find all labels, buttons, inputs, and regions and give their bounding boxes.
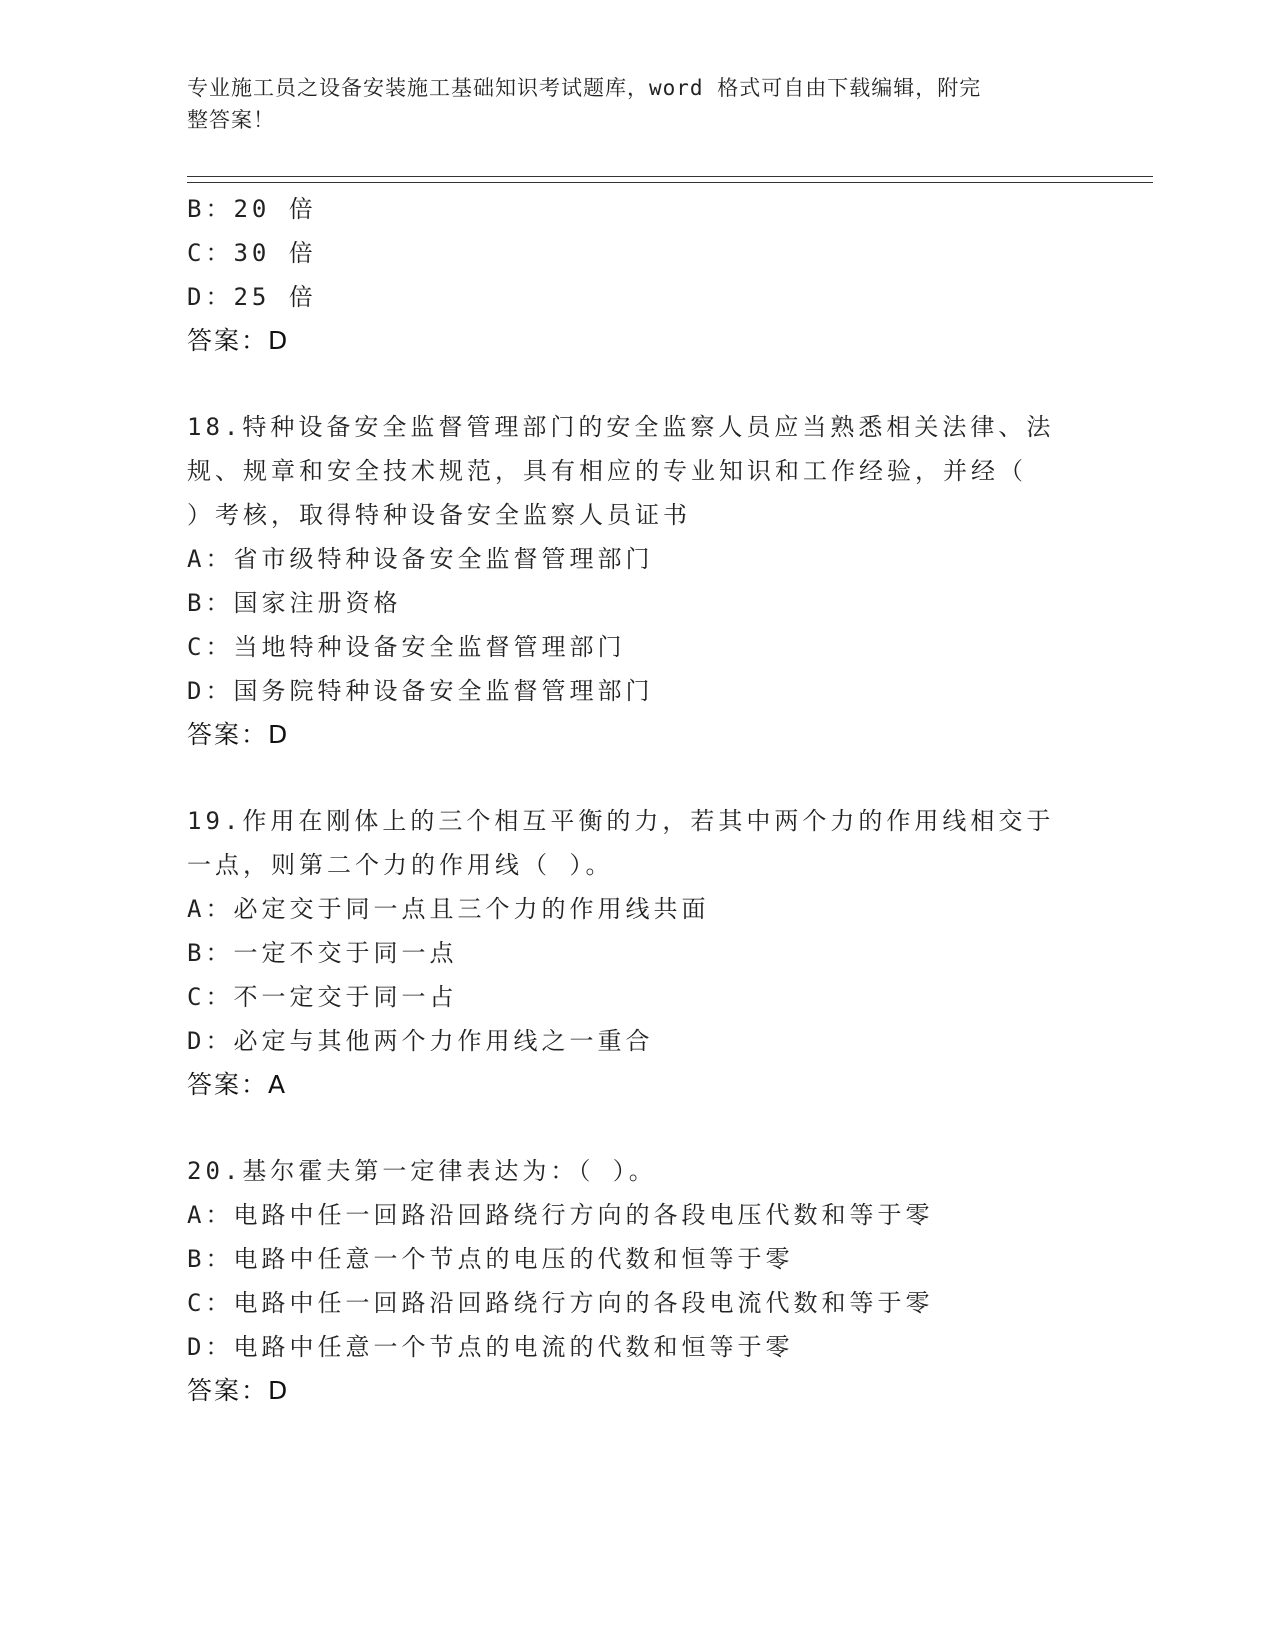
question-19-option-d: D：必定与其他两个力作用线之一重合 (187, 1027, 654, 1055)
question-18-line-2: 规、规章和安全技术规范，具有相应的专业知识和工作经验，并经（ (187, 457, 1027, 485)
question-19-option-a: A：必定交于同一点且三个力的作用线共面 (187, 895, 710, 923)
question-18-option-a: A：省市级特种设备安全监督管理部门 (187, 545, 654, 573)
option-b: B：20 倍 (187, 195, 317, 223)
question-20-line-1: 20.基尔霍夫第一定律表达为：（ ）。 (187, 1157, 657, 1185)
question-19-option-c: C：不一定交于同一占 (187, 983, 458, 1011)
question-20-option-a: A：电路中任一回路沿回路绕行方向的各段电压代数和等于零 (187, 1201, 934, 1229)
question-18-option-d: D：国务院特种设备安全监督管理部门 (187, 677, 654, 705)
header-line-2: 整答案！ (187, 108, 275, 132)
answer-label: 答案：D (187, 326, 290, 355)
question-18-answer: 答案：D (187, 720, 290, 749)
question-19-line-2: 一点，则第二个力的作用线（ ）。 (187, 851, 614, 879)
option-d: D：25 倍 (187, 283, 317, 311)
question-18-line-3: ）考核，取得特种设备安全监察人员证书 (187, 501, 691, 529)
question-20-answer: 答案：D (187, 1376, 290, 1405)
question-19-answer: 答案：A (187, 1070, 288, 1099)
document-header (187, 72, 1067, 136)
header-divider-bottom (187, 182, 1153, 183)
question-20-option-b: B：电路中任意一个节点的电压的代数和恒等于零 (187, 1245, 794, 1273)
question-20-option-d: D：电路中任意一个节点的电流的代数和恒等于零 (187, 1333, 794, 1361)
option-c: C：30 倍 (187, 239, 317, 267)
header-divider-top (187, 176, 1153, 177)
question-18-line-1: 18.特种设备安全监督管理部门的安全监察人员应当熟悉相关法律、法 (187, 413, 1055, 441)
question-18-option-b: B：国家注册资格 (187, 589, 402, 617)
question-18-option-c: C：当地特种设备安全监督管理部门 (187, 633, 626, 661)
header-line-1: 专业施工员之设备安装施工基础知识考试题库，word 格式可自由下载编辑，附完 (187, 76, 982, 100)
question-19-option-b: B：一定不交于同一点 (187, 939, 458, 967)
question-20-option-c: C：电路中任一回路沿回路绕行方向的各段电流代数和等于零 (187, 1289, 934, 1317)
question-19-line-1: 19.作用在刚体上的三个相互平衡的力，若其中两个力的作用线相交于 (187, 807, 1055, 835)
